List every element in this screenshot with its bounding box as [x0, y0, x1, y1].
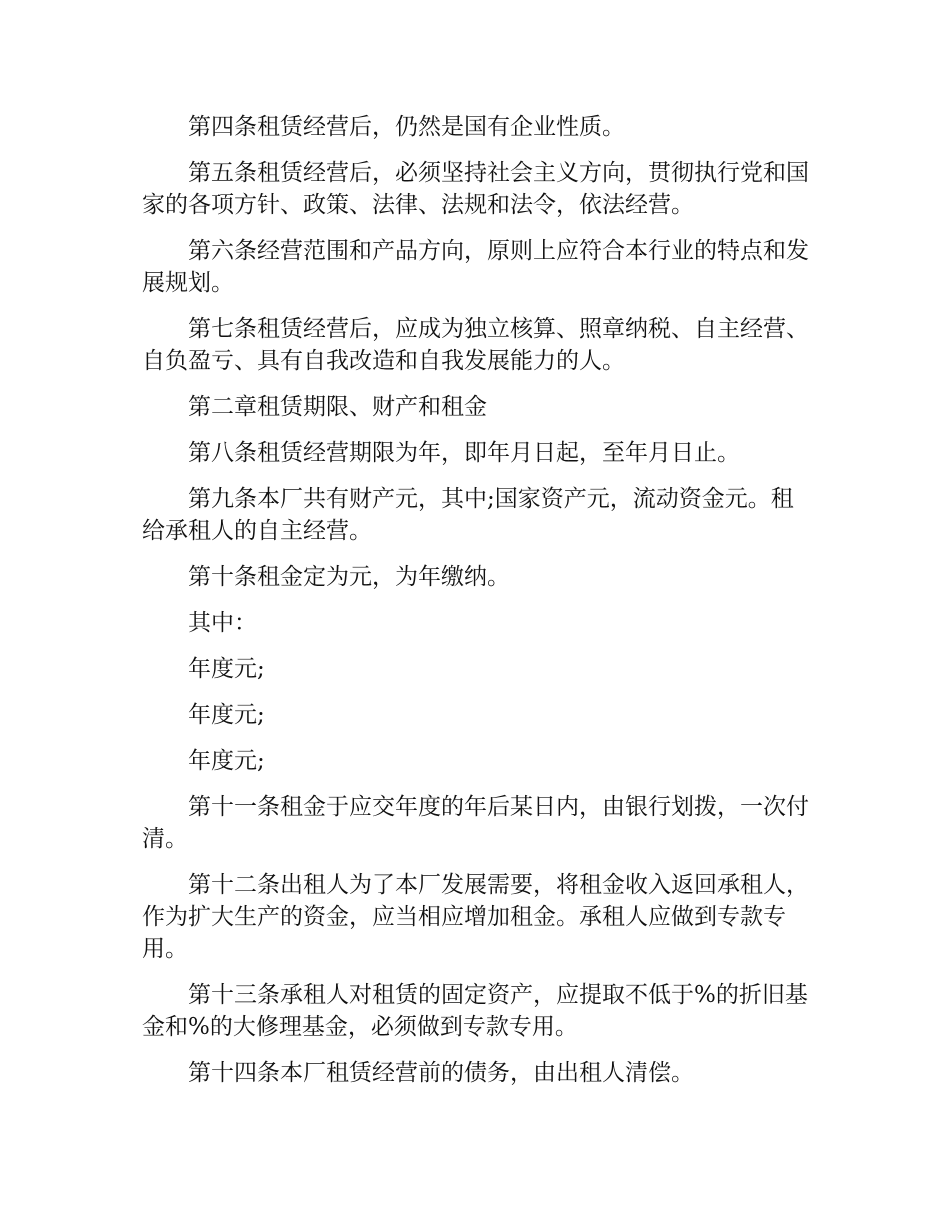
paragraph-article-10: 第十条租金定为元，为年缴纳。	[188, 564, 510, 590]
paragraph-article-14: 第十四条本厂租赁经营前的债务，由出租人清偿。	[188, 1060, 694, 1086]
paragraph-article-11: 第十一条租金于应交年度的年后某日内，由银行划拨，一次付清。	[142, 794, 809, 852]
paragraph-annual-amount-3: 年度元;	[188, 748, 265, 774]
paragraph-article-4: 第四条租赁经营后，仍然是国有企业性质。	[188, 114, 625, 140]
paragraph-annual-amount-1: 年度元;	[188, 656, 265, 682]
paragraph-annual-amount-2: 年度元;	[188, 702, 265, 728]
paragraph-article-12: 第十二条出租人为了本厂发展需要，将租金收入返回承租人，作为扩大生产的资金，应当相应增加租金。承租人应做到专款专用。	[142, 872, 809, 962]
document-body	[142, 111, 814, 1103]
paragraph-article-13: 第十三条承租人对租赁的固定资产，应提取不低于%的折旧基金和%的大修理基金，必须做到专款专用。	[142, 982, 808, 1040]
paragraph-article-7: 第七条租赁经营后，应成为独立核算、照章纳税、自主经营、自负盈亏、具有自我改造和自我发展能力的人。	[142, 316, 809, 374]
paragraph-article-8: 第八条租赁经营期限为年，即年月日起，至年月日止。	[188, 440, 740, 466]
chapter-heading-2: 第二章租赁期限、财产和租金	[188, 394, 487, 420]
paragraph-article-9: 第九条本厂共有财产元，其中;国家资产元，流动资金元。租给承租人的自主经营。	[142, 486, 794, 544]
paragraph-among-them: 其中：	[188, 610, 257, 636]
paragraph-article-6: 第六条经营范围和产品方向，原则上应符合本行业的特点和发展规划。	[142, 238, 809, 296]
paragraph-article-5: 第五条租赁经营后，必须坚持社会主义方向，贯彻执行党和国家的各项方针、政策、法律、法规和法令，依法经营。	[142, 160, 809, 218]
